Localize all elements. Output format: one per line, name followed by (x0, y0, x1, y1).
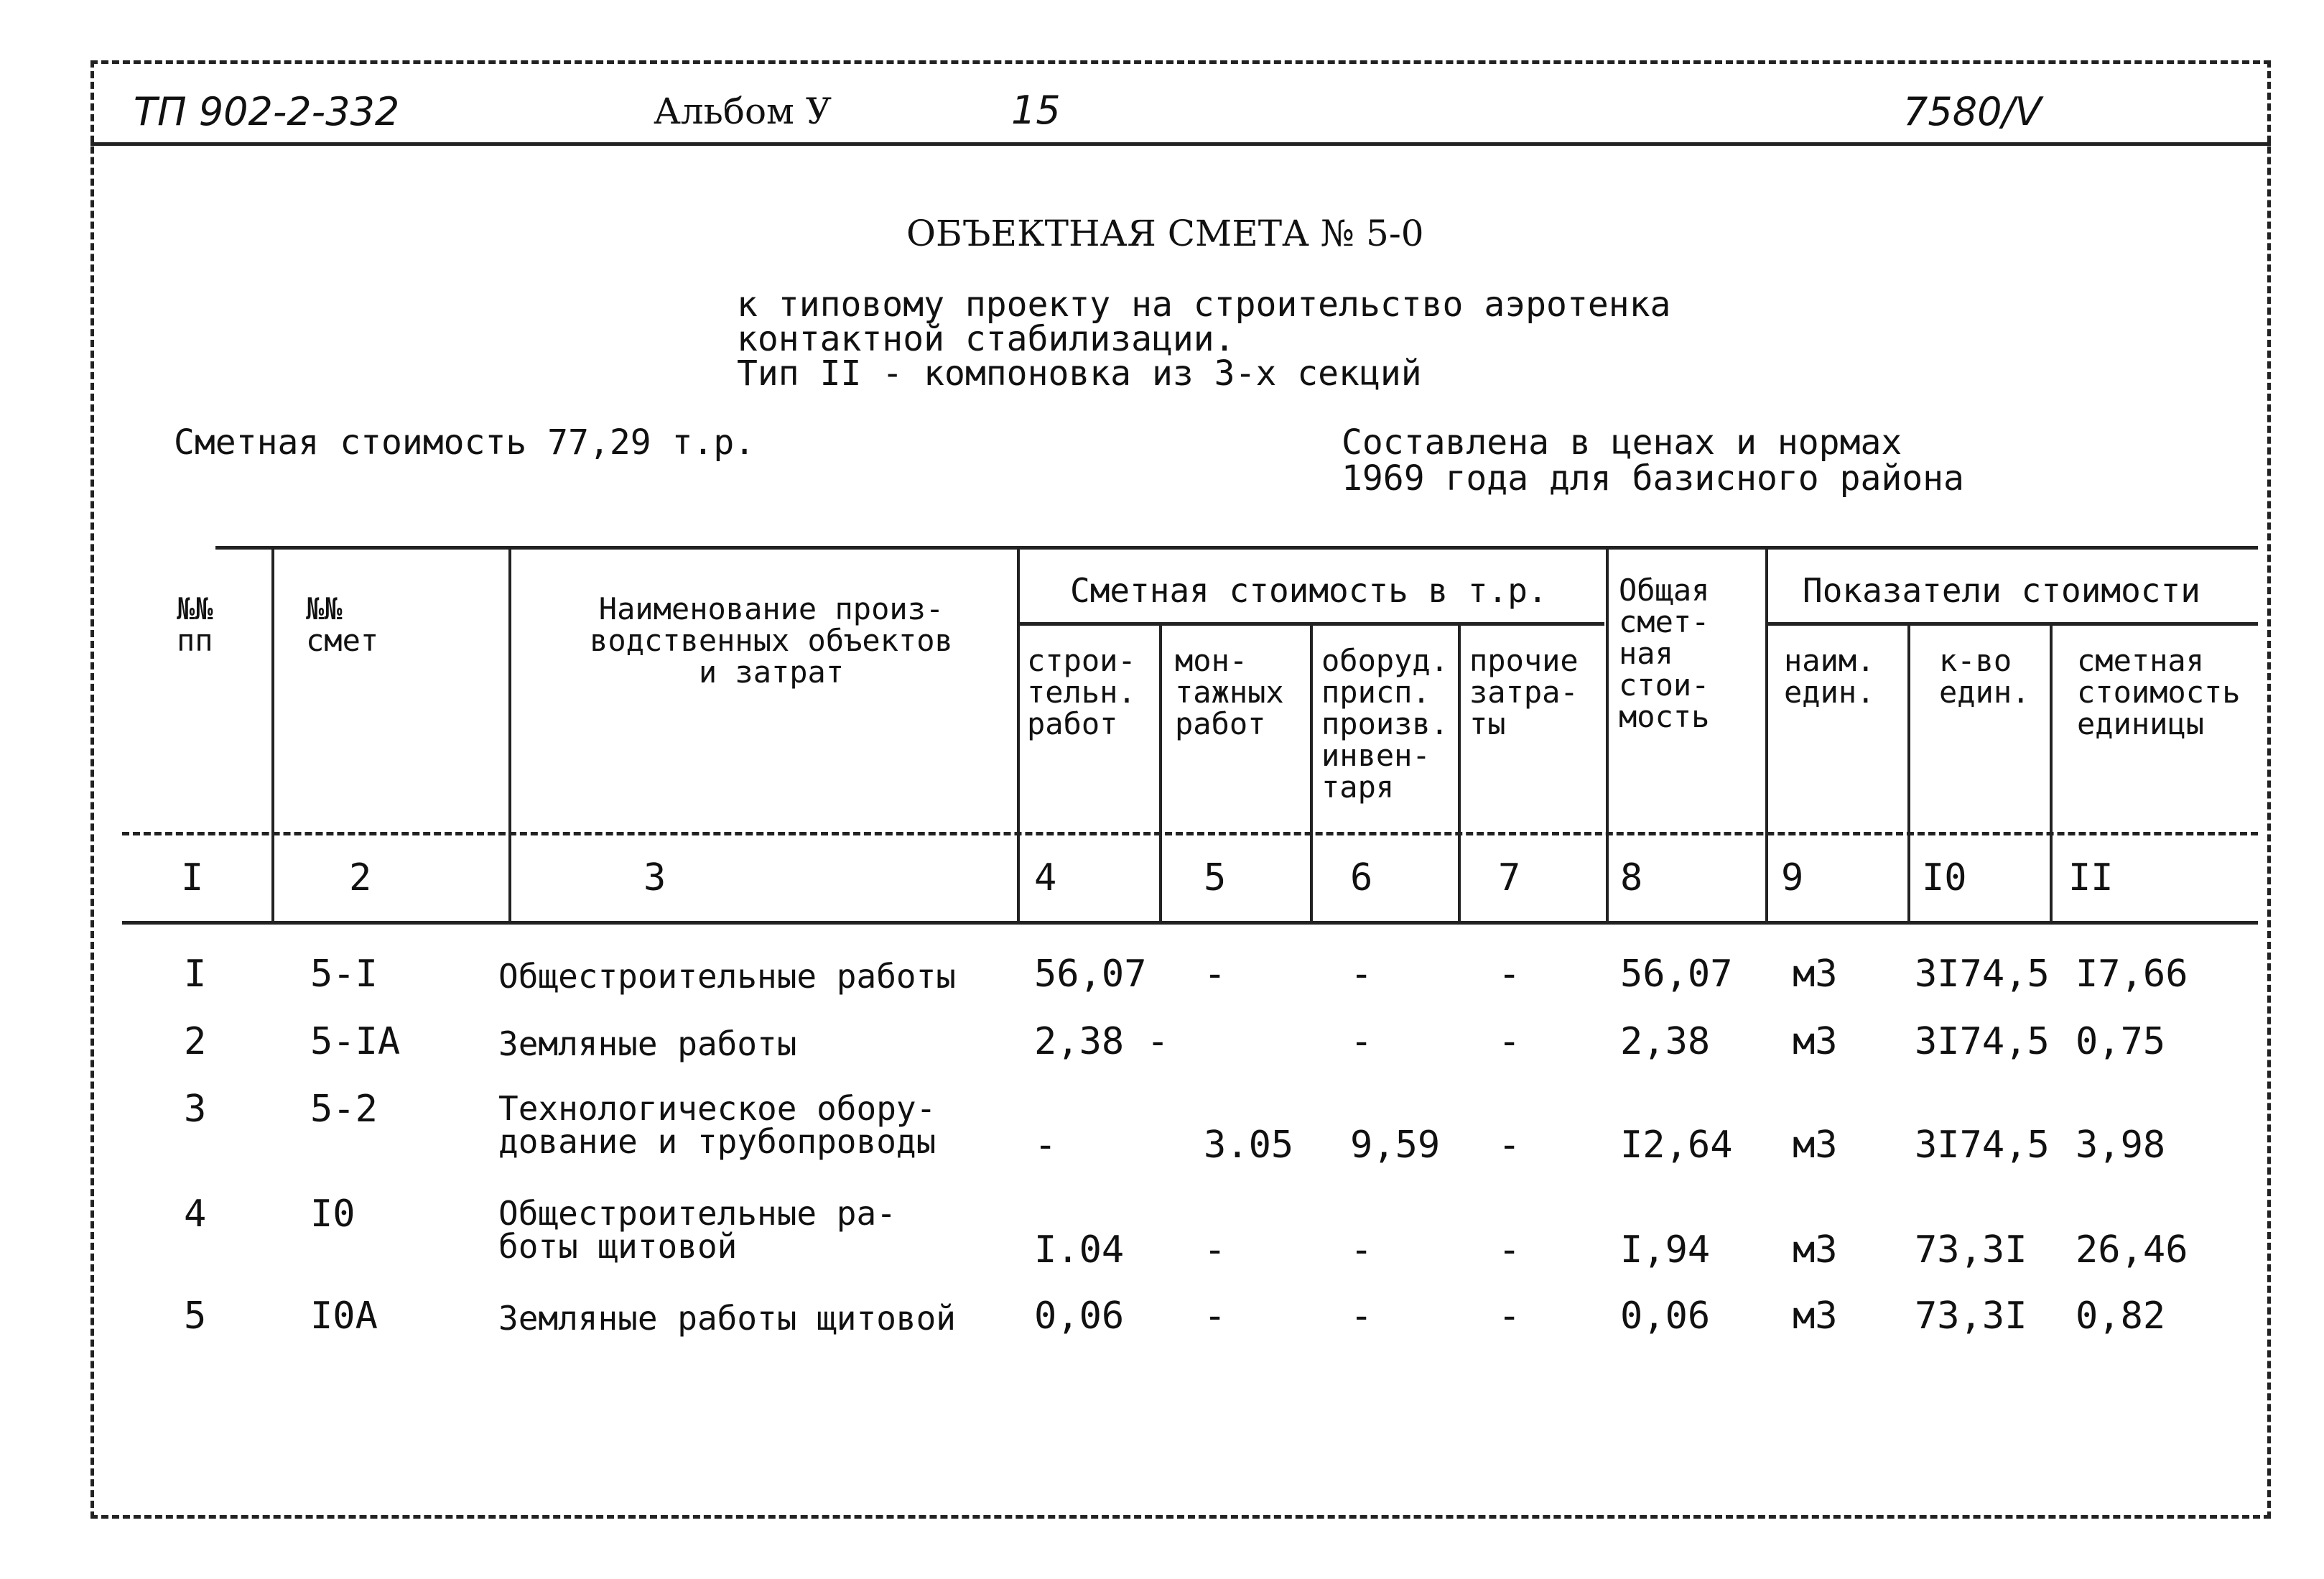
row-installation: - (1204, 953, 1227, 996)
colnum-6: 6 (1350, 856, 1373, 899)
row-equipment: - (1350, 953, 1373, 996)
row-unit: м3 (1793, 1020, 1838, 1063)
row-number: I (184, 953, 207, 996)
numbers-bottom-border (122, 921, 2258, 925)
row-quantity: 3I74,5 (1915, 1020, 2050, 1063)
row-equipment: - (1350, 1020, 1373, 1063)
row-quantity: 73,3I (1915, 1228, 2027, 1272)
row-total: I,94 (1620, 1228, 1711, 1272)
row-name: Земляные работы (498, 1024, 797, 1063)
row-unit: м3 (1793, 1295, 1838, 1338)
row-quantity: 3I74,5 (1915, 1124, 2050, 1167)
row-construction: 2,38 - (1034, 1020, 1169, 1063)
row-equipment: 9,59 (1350, 1124, 1441, 1167)
colnum-2: 2 (349, 856, 372, 899)
colnum-3: 3 (643, 856, 666, 899)
composed-line-2: 1969 года для базисного района (1342, 458, 1964, 499)
col-sep-2 (508, 546, 511, 921)
row-unit-cost: 0,82 (2076, 1295, 2166, 1338)
col7-header: прочие затра- ты (1469, 643, 1579, 741)
row-installation: - (1204, 1228, 1227, 1272)
document-title: ОБЪЕКТНАЯ СМЕТА № 5-0 (906, 213, 1424, 254)
row-unit-cost: 26,46 (2076, 1228, 2188, 1272)
inventory-number: 7580/V (1903, 89, 2042, 134)
row-other: - (1498, 953, 1521, 996)
row-smeta: I0 (310, 1193, 355, 1236)
group1-header: Сметная стоимость в т.р. (1070, 571, 1548, 610)
colnum-4: 4 (1034, 856, 1057, 899)
row-equipment: - (1350, 1295, 1373, 1338)
col5-header: мон- тажных работ (1175, 643, 1284, 741)
col-sep-3 (1017, 546, 1020, 921)
row-name: Земляные работы щитовой (498, 1299, 956, 1338)
colnum-10: I0 (1922, 856, 1967, 899)
row-total: 2,38 (1620, 1020, 1711, 1063)
row-construction: - (1034, 1124, 1057, 1167)
col4-header: строи- тельн. работ (1027, 643, 1136, 741)
row-name: Общестроительные работы (498, 957, 956, 996)
row-other: - (1498, 1295, 1521, 1338)
header-bottom-border (122, 832, 2258, 835)
row-total: I2,64 (1620, 1124, 1733, 1167)
col6-header: оборуд. присп. произв. инвен- таря (1321, 643, 1449, 805)
row-construction: 0,06 (1034, 1295, 1125, 1338)
col-sep-1 (271, 546, 274, 921)
estimated-cost: Сметная стоимость 77,29 т.р. (174, 422, 756, 463)
row-equipment: - (1350, 1228, 1373, 1272)
row-number: 4 (184, 1193, 207, 1236)
row-unit-cost: 0,75 (2076, 1020, 2166, 1063)
row-smeta: I0A (310, 1295, 378, 1338)
row-other: - (1498, 1020, 1521, 1063)
row-unit: м3 (1793, 1228, 1838, 1272)
row-installation: - (1204, 1295, 1227, 1338)
row-quantity: 73,3I (1915, 1295, 2027, 1338)
col-sep-7 (1606, 546, 1609, 921)
row-smeta: 5-I (310, 953, 378, 996)
colnum-7: 7 (1498, 856, 1521, 899)
row-unit-cost: I7,66 (2076, 953, 2188, 996)
row-name: Общестроительные ра- боты щитовой (498, 1194, 896, 1266)
header-divider (90, 142, 2271, 146)
colnum-11: II (2068, 856, 2114, 899)
col-sep-6 (1458, 622, 1461, 921)
row-total: 56,07 (1620, 953, 1733, 996)
row-construction: 56,07 (1034, 953, 1147, 996)
composed-line-1: Составлена в ценах и нормах (1342, 422, 1902, 463)
col8-header: Общая смет- ная стои- мость (1619, 573, 1710, 734)
table-top-border (215, 546, 2258, 550)
group2-divider (1767, 622, 2258, 626)
row-number: 2 (184, 1020, 207, 1063)
col1-header: №№ пп (177, 591, 213, 658)
colnum-5: 5 (1204, 856, 1227, 899)
group2-header: Показатели стоимости (1803, 571, 2200, 610)
row-unit: м3 (1793, 953, 1838, 996)
row-other: - (1498, 1124, 1521, 1167)
page-number: 15 (1011, 88, 1061, 133)
row-unit-cost: 3,98 (2076, 1124, 2166, 1167)
row-number: 3 (184, 1088, 207, 1131)
col-sep-9 (1907, 622, 1910, 921)
col11-header: сметная стоимость единицы (2077, 643, 2241, 741)
row-number: 5 (184, 1295, 207, 1338)
row-total: 0,06 (1620, 1295, 1711, 1338)
row-unit: м3 (1793, 1124, 1838, 1167)
row-smeta: 5-2 (310, 1088, 378, 1131)
col-sep-5 (1310, 622, 1313, 921)
row-installation: 3.05 (1204, 1124, 1294, 1167)
row-quantity: 3I74,5 (1915, 953, 2050, 996)
subtitle-line-3: Тип II - компоновка из 3-х секций (737, 353, 1422, 394)
col9-header: наим. един. (1784, 643, 1875, 710)
colnum-1: I (181, 856, 204, 899)
col2-header: №№ смет (306, 591, 379, 658)
col-sep-4 (1159, 622, 1162, 921)
col10-header: к-во един. (1939, 643, 2030, 710)
col-sep-10 (2050, 622, 2053, 921)
project-code: ТП 902-2-332 (134, 89, 400, 134)
row-smeta: 5-IA (310, 1020, 401, 1063)
album-label: Альбом У (654, 91, 832, 132)
subtitle-line-2: контактной стабилизации. (737, 319, 1235, 359)
row-other: - (1498, 1228, 1521, 1272)
row-construction: I.04 (1034, 1228, 1125, 1272)
col3-header: Наименование произ- водственных объектов и затрат (590, 591, 953, 690)
col-sep-8 (1765, 546, 1768, 921)
colnum-9: 9 (1781, 856, 1804, 899)
subtitle-line-1: к типовому проекту на строительство аэротенка (737, 284, 1671, 325)
row-name: Технологическое обору- дование и трубопроводы (498, 1089, 936, 1161)
colnum-8: 8 (1620, 856, 1643, 899)
